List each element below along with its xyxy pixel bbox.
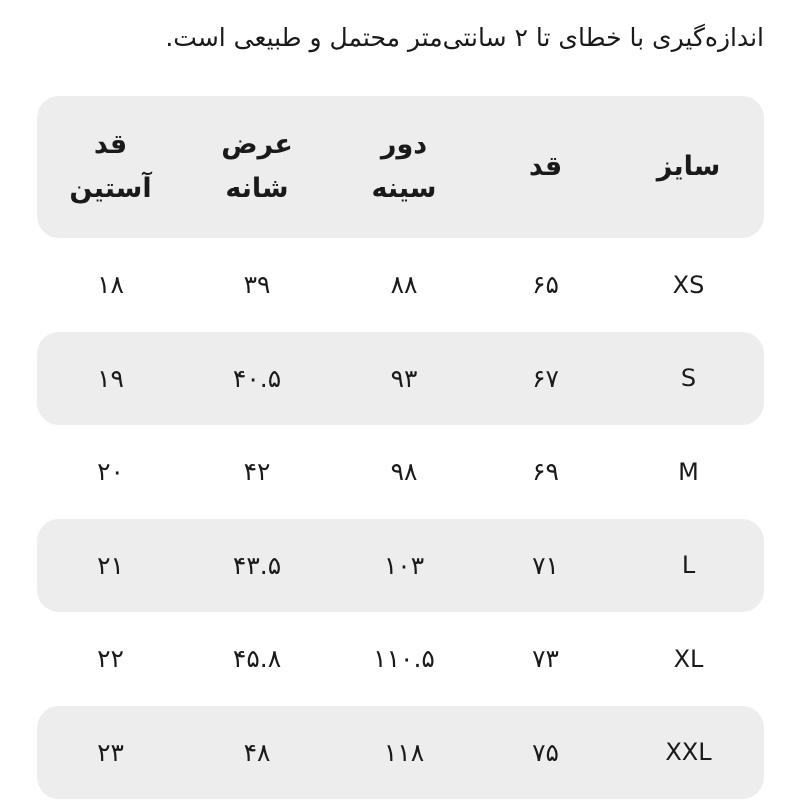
table-row (37, 332, 764, 426)
table-row (37, 425, 764, 519)
header-size (613, 145, 764, 189)
header-chest (330, 123, 478, 211)
header-chest-line1: دور (380, 129, 428, 160)
table-row (37, 519, 764, 613)
cell-size: XS (672, 270, 705, 299)
cell-chest: ۱۱۸ (383, 737, 425, 767)
cell-length: ۷۳ (532, 644, 559, 674)
cell-length: ۶۵ (532, 270, 559, 300)
cell-sleeve: ۲۲ (97, 644, 124, 674)
cell-shoulder: ۴۰.۵ (232, 363, 282, 393)
cell-chest: ۱۰۳ (383, 550, 425, 580)
cell-length: ۷۵ (532, 737, 559, 767)
header-size-label: سایز (656, 151, 721, 182)
cell-sleeve: ۱۹ (97, 363, 124, 393)
header-length (478, 145, 613, 189)
table-row (37, 612, 764, 706)
cell-size: M (678, 457, 699, 486)
header-length-label: قد (528, 151, 563, 182)
cell-length: ۷۱ (532, 550, 559, 580)
cell-size: S (680, 364, 697, 393)
measurement-note: اندازه‌گیری با خطای تا ۲ سانتی‌متر محتمل و طبیعی است. (165, 23, 764, 52)
cell-size: L (681, 551, 696, 580)
table-row (37, 238, 764, 332)
header-shoulder (184, 123, 330, 211)
header-shoulder-line2: شانه (225, 173, 289, 204)
cell-size: XL (673, 644, 704, 673)
header-sleeve-line2: آستین (69, 173, 152, 204)
cell-shoulder: ۴۳.۵ (232, 550, 282, 580)
cell-chest: ۸۸ (390, 270, 418, 300)
cell-sleeve: ۲۰ (97, 457, 124, 487)
cell-length: ۶۹ (532, 457, 559, 487)
size-chart-table (37, 96, 764, 799)
table-row (37, 706, 764, 800)
cell-sleeve: ۲۱ (97, 550, 124, 580)
cell-sleeve: ۲۳ (97, 737, 124, 767)
cell-length: ۶۷ (532, 363, 559, 393)
cell-sleeve: ۱۸ (97, 270, 124, 300)
cell-chest: ۱۱۰.۵ (373, 644, 435, 674)
cell-chest: ۹۳ (390, 363, 418, 393)
header-sleeve-line1: قد (93, 129, 128, 160)
header-chest-line2: سینه (371, 173, 437, 204)
cell-shoulder: ۳۹ (243, 270, 271, 300)
table-header-row (37, 96, 764, 238)
cell-shoulder: ۴۵.۸ (232, 644, 282, 674)
header-shoulder-line1: عرض (221, 129, 293, 160)
cell-shoulder: ۴۸ (243, 737, 271, 767)
cell-shoulder: ۴۲ (243, 457, 271, 487)
cell-chest: ۹۸ (390, 457, 418, 487)
header-sleeve (37, 123, 184, 211)
cell-size: XXL (665, 738, 712, 767)
